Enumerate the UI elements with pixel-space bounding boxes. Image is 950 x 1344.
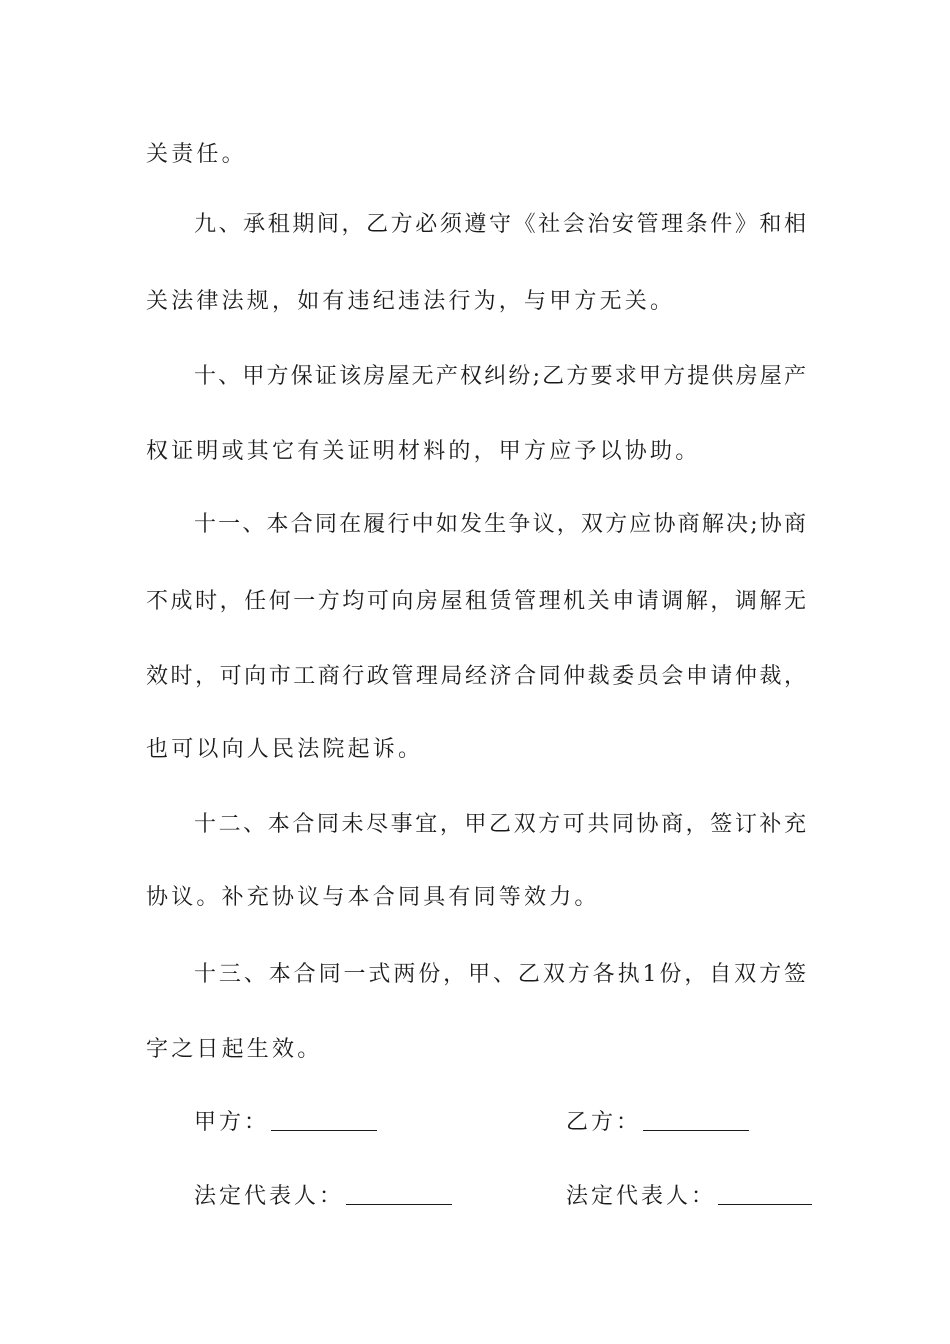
clause-12-line-2: 协议。补充协议与本合同具有同等效力。 [146, 885, 600, 910]
clause-9-line-1: 九、承租期间，乙方必须遵守《社会治安管理条件》和相 [194, 212, 806, 237]
legal-rep-a-label: 法定代表人： [194, 1184, 345, 1209]
legal-rep-b-blank [718, 1182, 812, 1205]
party-b-signature [566, 1108, 749, 1138]
clause-11-line-1: 十一、本合同在履行中如发生争议，双方应协商解决;协商 [194, 512, 806, 537]
text-line: 关责任。 [146, 142, 247, 167]
party-a-label: 甲方： [194, 1110, 270, 1135]
party-b-label: 乙方： [566, 1110, 642, 1135]
legal-rep-a-signature [194, 1182, 452, 1212]
legal-rep-b-label: 法定代表人： [566, 1184, 717, 1209]
legal-rep-b-signature [566, 1182, 812, 1212]
clause-11-line-2: 不成时，任何一方均可向房屋租赁管理机关申请调解，调解无 [146, 589, 806, 614]
clause-12-line-1: 十二、本合同未尽事宜，甲乙双方可共同协商，签订补充 [194, 812, 806, 837]
clause-10-line-1: 十、甲方保证该房屋无产权纠纷;乙方要求甲方提供房屋产 [194, 364, 806, 389]
legal-rep-a-blank [346, 1182, 452, 1205]
party-a-blank [271, 1108, 377, 1131]
clause-11-line-4: 也可以向人民法院起诉。 [146, 737, 424, 762]
clause-11-line-3: 效时，可向市工商行政管理局经济合同仲裁委员会申请仲裁， [146, 664, 806, 689]
clause-9-line-2: 关法律法规，如有违纪违法行为，与甲方无关。 [146, 289, 676, 314]
clause-13-line-2: 字之日起生效。 [146, 1037, 323, 1062]
party-a-signature [194, 1108, 377, 1138]
clause-10-line-2: 权证明或其它有关证明材料的，甲方应予以协助。 [146, 439, 701, 464]
party-b-blank [643, 1108, 749, 1131]
clause-13-line-1: 十三、本合同一式两份，甲、乙双方各执1份，自双方签 [194, 962, 806, 987]
